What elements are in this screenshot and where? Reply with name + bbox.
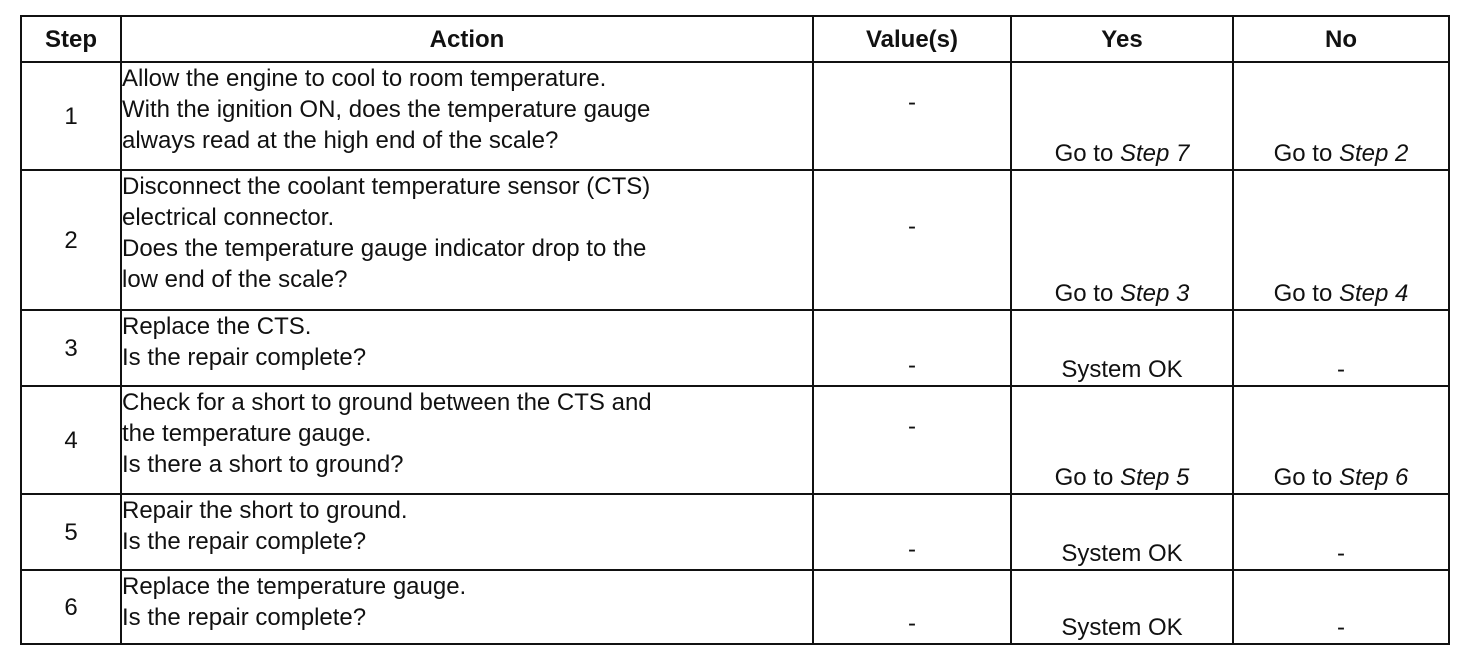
action-cell: [121, 494, 813, 570]
no-prefix: Go to: [1273, 464, 1339, 491]
yes-cell: [1011, 386, 1233, 494]
header-step: Step: [21, 16, 121, 62]
step-number: 4: [21, 386, 121, 494]
no-cell: [1233, 310, 1449, 386]
value-dash: -: [908, 536, 916, 563]
table-row: [21, 570, 1449, 644]
no-cell: [1233, 62, 1449, 170]
value-dash: -: [908, 212, 916, 240]
no-prefix: Go to: [1273, 280, 1339, 307]
no-step-link: Step 2: [1338, 140, 1409, 167]
yes-prefix: Go to: [1054, 140, 1120, 167]
no-dash: -: [1337, 356, 1345, 383]
yes-step-link: Step 7: [1119, 140, 1190, 167]
step-number: 2: [21, 170, 121, 310]
action-line: Allow the engine to cool to room temperature.: [122, 65, 607, 92]
no-prefix: Go to: [1273, 140, 1339, 167]
no-step-link: Step 6: [1338, 464, 1409, 491]
action-cell: [121, 310, 813, 386]
yes-prefix: Go to: [1054, 280, 1120, 307]
value-cell: [813, 386, 1011, 494]
action-line: always read at the high end of the scale?: [122, 127, 559, 154]
value-dash: -: [908, 412, 916, 440]
value-cell: [813, 570, 1011, 644]
step-number: 5: [21, 494, 121, 570]
action-line: Is the repair complete?: [122, 344, 367, 371]
table-row: [21, 310, 1449, 386]
header-values: Value(s): [813, 16, 1011, 62]
header-action: Action: [121, 16, 813, 62]
value-dash: -: [908, 610, 916, 637]
table-row: [21, 386, 1449, 494]
action-line: Replace the CTS.: [122, 313, 312, 340]
table-row: [21, 170, 1449, 310]
no-dash: -: [1337, 540, 1345, 567]
diagnostic-table: [20, 15, 1450, 645]
yes-step-link: Step 3: [1119, 280, 1190, 307]
no-cell: [1233, 170, 1449, 310]
no-cell: [1233, 494, 1449, 570]
no-dash: -: [1337, 614, 1345, 641]
value-cell: [813, 170, 1011, 310]
yes-cell: System OK: [1011, 310, 1233, 386]
action-line: Is the repair complete?: [122, 604, 367, 631]
action-line: Disconnect the coolant temperature sensor (CTS): [122, 173, 651, 200]
action-line: Repair the short to ground.: [122, 497, 408, 524]
yes-cell: [1011, 62, 1233, 170]
action-cell: [121, 386, 813, 494]
action-line: Is there a short to ground?: [122, 451, 404, 478]
step-number: 1: [21, 62, 121, 170]
action-line: Replace the temperature gauge.: [122, 573, 467, 600]
no-step-link: Step 4: [1338, 280, 1409, 307]
action-line: Check for a short to ground between the CTS and: [122, 389, 652, 416]
value-cell: [813, 310, 1011, 386]
no-cell: [1233, 386, 1449, 494]
yes-cell: System OK: [1011, 570, 1233, 644]
step-number: 6: [21, 570, 121, 644]
action-cell: [121, 62, 813, 170]
header-row: [21, 16, 1449, 62]
action-line: With the ignition ON, does the temperature gauge: [122, 96, 651, 123]
yes-cell: [1011, 170, 1233, 310]
action-line: Does the temperature gauge indicator drop to the: [122, 235, 647, 262]
action-line: low end of the scale?: [122, 266, 348, 293]
action-line: Is the repair complete?: [122, 528, 367, 555]
header-no: No: [1233, 16, 1449, 62]
yes-cell: System OK: [1011, 494, 1233, 570]
value-cell: [813, 494, 1011, 570]
yes-prefix: Go to: [1054, 464, 1120, 491]
value-dash: -: [908, 88, 916, 116]
value-dash: -: [908, 352, 916, 379]
table-row: [21, 494, 1449, 570]
action-cell: [121, 570, 813, 644]
action-line: the temperature gauge.: [122, 420, 372, 447]
action-line: electrical connector.: [122, 204, 335, 231]
value-cell: [813, 62, 1011, 170]
header-yes: Yes: [1011, 16, 1233, 62]
action-cell: [121, 170, 813, 310]
table-row: [21, 62, 1449, 170]
step-number: 3: [21, 310, 121, 386]
no-cell: [1233, 570, 1449, 644]
yes-step-link: Step 5: [1119, 464, 1190, 491]
